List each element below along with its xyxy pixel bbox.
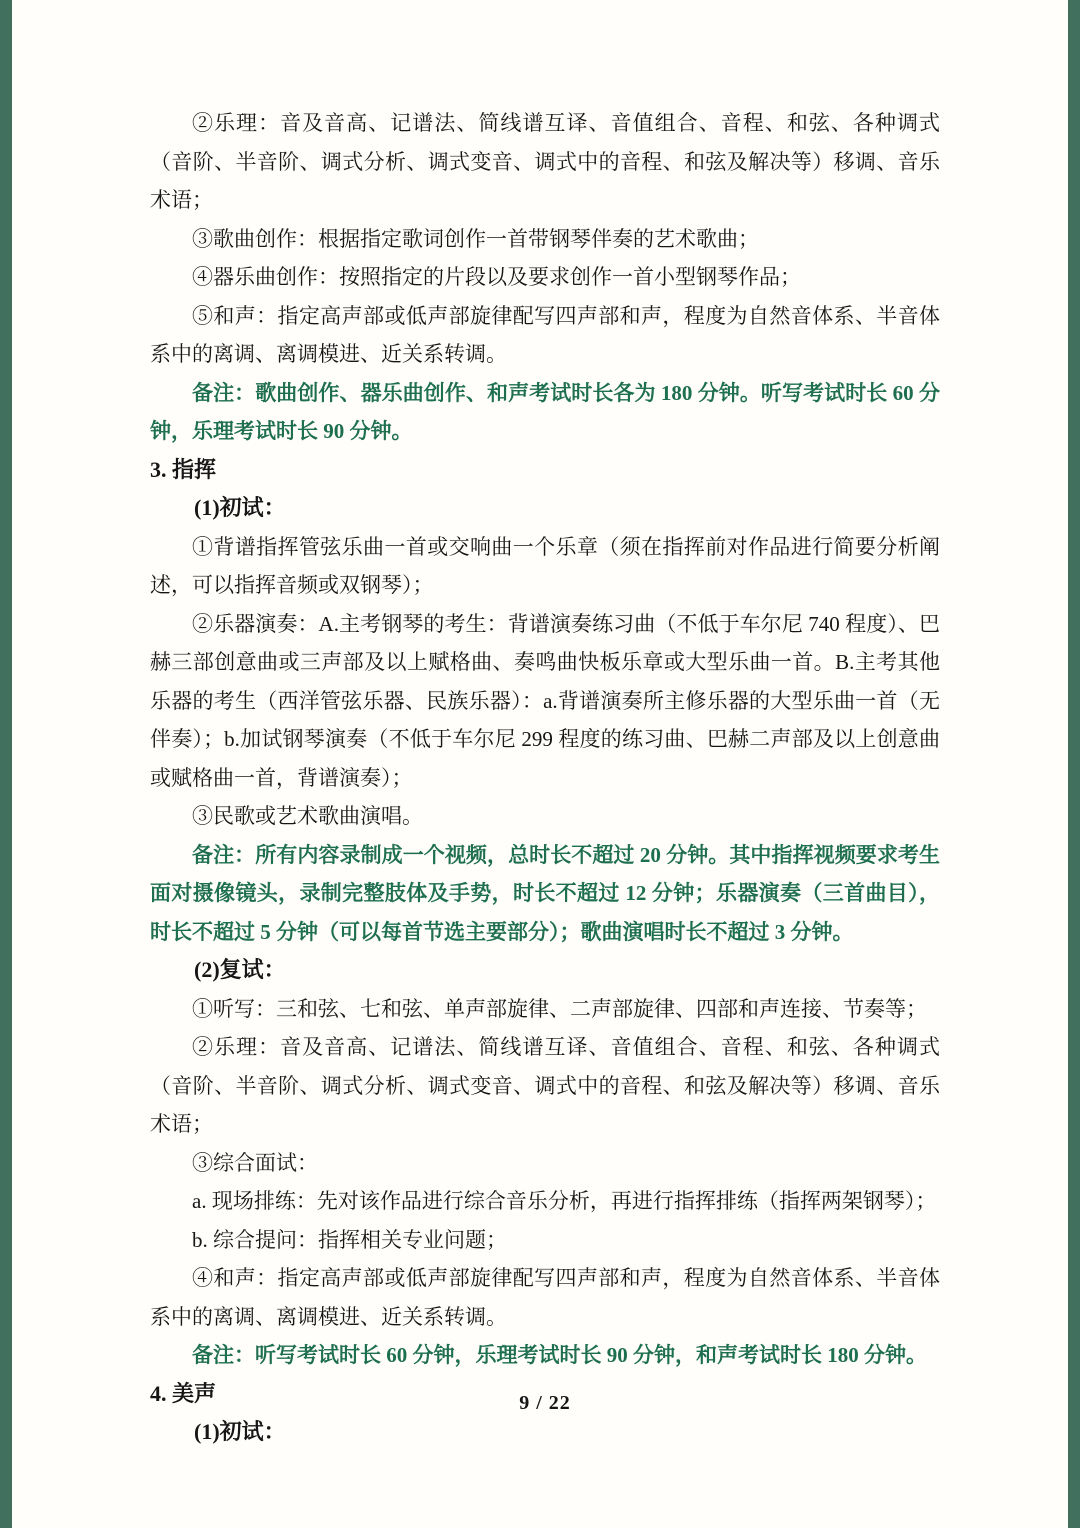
subheading-preliminary-exam: (1)初试：	[194, 495, 286, 520]
page-border-right	[1068, 0, 1080, 1528]
section-heading-conducting: 3. 指挥	[150, 456, 217, 482]
paragraph-conducting-from-memory: ①背谱指挥管弦乐曲一首或交响曲一个乐章（须在指挥前对作品进行简要分析阐述，可以指挥音频或双钢琴）；	[150, 534, 940, 597]
note-exam-durations-conducting: 备注：听写考试时长 60 分钟，乐理考试时长 90 分钟，和声考试时长 180 分钟。	[192, 1343, 927, 1367]
paragraph-comprehensive-questions: b. 综合提问：指挥相关专业问题；	[192, 1227, 507, 1252]
paragraph-dictation: ①听写：三和弦、七和弦、单声部旋律、二声部旋律、四部和声连接、节奏等；	[192, 996, 927, 1021]
page-border-left	[0, 0, 12, 1528]
page-number: 9 / 22	[519, 1392, 571, 1414]
paragraph-music-theory-retest: ②乐理：音及音高、记谱法、简线谱互译、音值组合、音程、和弦、各种调式（音阶、半音阶、调式分析、调式变音、调式中的音程、和弦及解决等）移调、音乐术语；	[150, 1035, 940, 1136]
paragraph-folk-art-song-singing: ③民歌或艺术歌曲演唱。	[192, 804, 423, 828]
paragraph-song-composition: ③歌曲创作：根据指定歌词创作一首带钢琴伴奏的艺术歌曲；	[192, 226, 759, 251]
paragraph-harmony-retest: ④和声：指定高声部或低声部旋律配写四声部和声，程度为自然音体系、半音体系中的离调、离调模进、近关系转调。	[150, 1266, 940, 1329]
note-exam-durations-composition: 备注：歌曲创作、器乐曲创作、和声考试时长各为 180 分钟。听写考试时长 60 分钟，乐理考试时长 90 分钟。	[150, 380, 940, 443]
paragraph-onsite-rehearsal: a. 现场排练：先对该作品进行综合音乐分析，再进行指挥排练（指挥两架钢琴）；	[192, 1189, 937, 1213]
subheading-preliminary-exam-bel-canto: (1)初试：	[194, 1419, 286, 1444]
paragraph-harmony: ⑤和声：指定高声部或低声部旋律配写四声部和声，程度为自然音体系、半音体系中的离调、离调模进、近关系转调。	[150, 303, 940, 366]
paragraph-instrumental-composition: ④器乐曲创作：按照指定的片段以及要求创作一首小型钢琴作品；	[192, 265, 801, 289]
document-body	[150, 104, 940, 1452]
section-heading-bel-canto: 4. 美声	[150, 1380, 217, 1406]
paragraph-instrument-performance: ②乐器演奏：A.主考钢琴的考生：背谱演奏练习曲（不低于车尔尼 740 程度）、巴赫三部创意曲或三声部及以上赋格曲、奏鸣曲快板乐章或大型乐曲一首。B.主考其他乐器的考生（西洋管弦乐器、民族乐器）：a.背谱演奏所主修乐器的大型乐曲一首（无伴奏）；b.加试钢琴演奏（不低于车尔尼 299 程度的练习曲、巴赫二声部及以上创意曲或赋格曲一首，背谱演奏）；	[150, 611, 940, 790]
note-video-recording-limits: 备注：所有内容录制成一个视频，总时长不超过 20 分钟。其中指挥视频要求考生面对摄像镜头，录制完整肢体及手势，时长不超过 12 分钟；乐器演奏（三首曲目），时长不超过 5 分钟（可以每首节选主要部分）；歌曲演唱时长不超过 3 分钟。	[150, 842, 940, 944]
paragraph-music-theory: ②乐理：音及音高、记谱法、简线谱互译、音值组合、音程、和弦、各种调式（音阶、半音阶、调式分析、调式变音、调式中的音程、和弦及解决等）移调、音乐术语；	[150, 111, 940, 212]
subheading-second-round-exam: (2)复试：	[194, 957, 286, 982]
paragraph-comprehensive-interview: ③综合面试：	[192, 1150, 318, 1175]
